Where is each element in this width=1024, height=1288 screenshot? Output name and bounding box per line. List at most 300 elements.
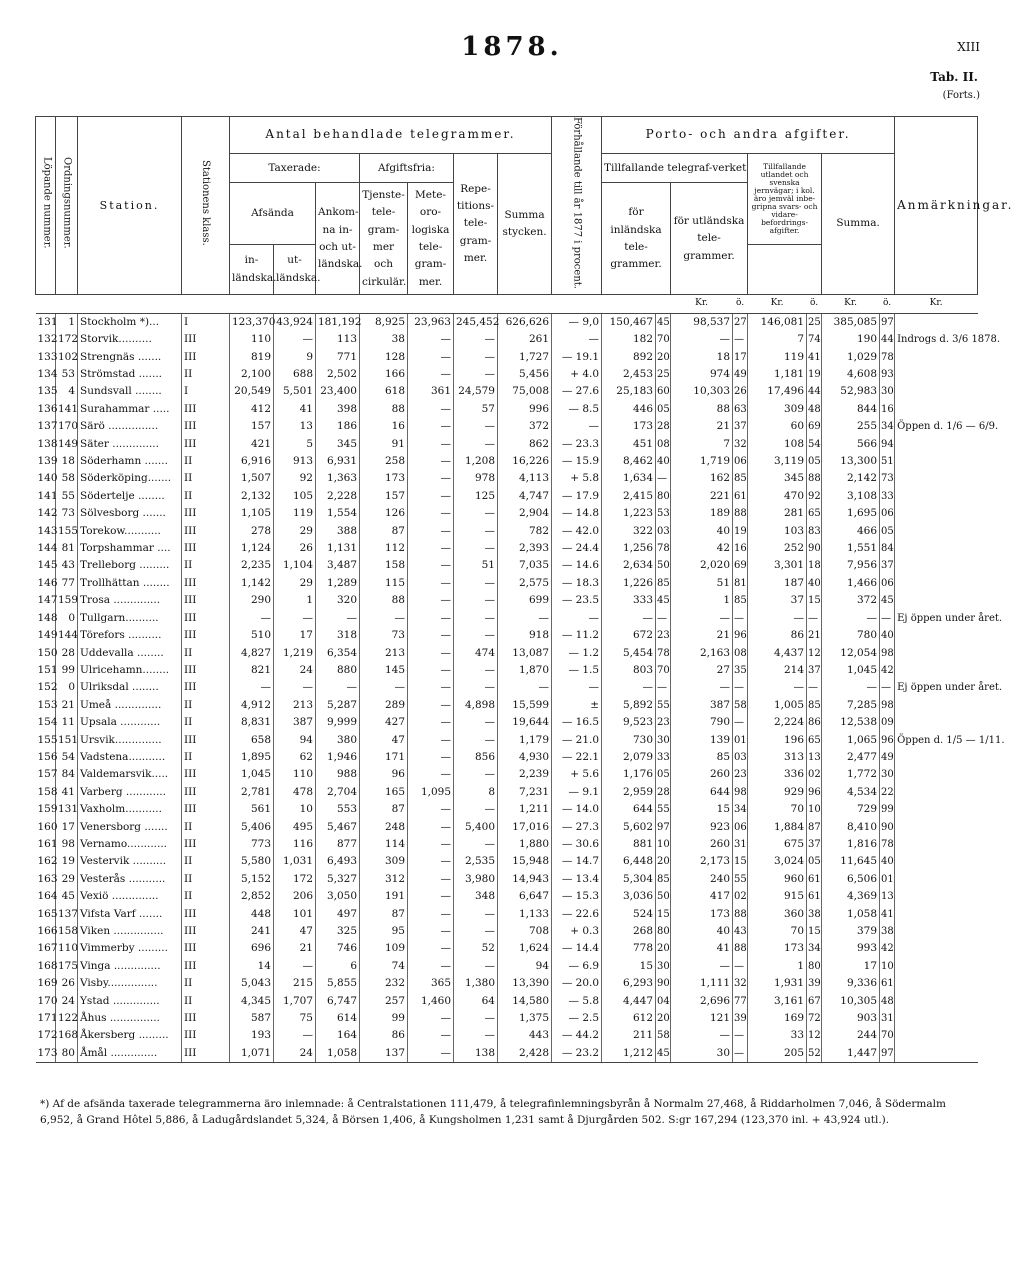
cell-utlO: 98 bbox=[733, 784, 748, 801]
cell-utlO: — bbox=[733, 1045, 748, 1063]
table-row bbox=[36, 819, 978, 836]
cell-ord: 21 bbox=[56, 697, 78, 714]
statistics-table bbox=[35, 116, 1014, 1063]
cell-sumO: 13 bbox=[880, 888, 895, 905]
cell-anm bbox=[895, 1027, 978, 1044]
header-summa: Summa. bbox=[822, 154, 895, 295]
cell-rep: — bbox=[454, 958, 498, 975]
cell-sumKr: 12,054 bbox=[822, 645, 880, 662]
cell-inlKr: 2,634 bbox=[602, 557, 656, 574]
cell-rep: 978 bbox=[454, 470, 498, 487]
cell-sumO: 40 bbox=[880, 853, 895, 870]
cell-utlKr: — bbox=[671, 331, 733, 348]
cell-sumKr: 385,085 bbox=[822, 313, 880, 331]
table-row bbox=[36, 853, 978, 870]
cell-sumKr: 4,369 bbox=[822, 888, 880, 905]
cell-tj: 86 bbox=[360, 1027, 408, 1044]
cell-met: — bbox=[408, 627, 454, 644]
cell-anm bbox=[895, 697, 978, 714]
cell-sumKr: 8,410 bbox=[822, 819, 880, 836]
cell-pct: — 24.4 bbox=[552, 540, 602, 557]
cell-tillO: 86 bbox=[807, 714, 822, 731]
cell-inlO: 85 bbox=[656, 871, 671, 888]
continued-label: (Forts.) bbox=[942, 90, 980, 101]
cell-anm bbox=[895, 662, 978, 679]
cell-lop: 152 bbox=[36, 679, 56, 696]
table-row bbox=[36, 349, 978, 366]
cell-sum: 372 bbox=[498, 418, 552, 435]
cell-ank: 5,327 bbox=[316, 871, 360, 888]
cell-klass: II bbox=[182, 888, 230, 905]
cell-pct: — 14.8 bbox=[552, 505, 602, 522]
cell-tillKr: — bbox=[748, 610, 807, 627]
cell-inl: 1,045 bbox=[230, 766, 274, 783]
cell-inlKr: 333 bbox=[602, 592, 656, 609]
cell-inl: 1,895 bbox=[230, 749, 274, 766]
cell-inlO: 05 bbox=[656, 766, 671, 783]
cell-anm bbox=[895, 453, 978, 470]
table-row bbox=[36, 610, 978, 627]
cell-lop: 156 bbox=[36, 749, 56, 766]
cell-tillO: 38 bbox=[807, 906, 822, 923]
cell-anm bbox=[895, 871, 978, 888]
cell-sumKr: 255 bbox=[822, 418, 880, 435]
cell-sumO: 30 bbox=[880, 383, 895, 400]
cell-anm bbox=[895, 557, 978, 574]
cell-sumKr: 2,142 bbox=[822, 470, 880, 487]
cell-utlKr: 10,303 bbox=[671, 383, 733, 400]
cell-ord: 18 bbox=[56, 453, 78, 470]
table-row bbox=[36, 592, 978, 609]
cell-ord: 102 bbox=[56, 349, 78, 366]
cell-ank: 23,400 bbox=[316, 383, 360, 400]
cell-klass: II bbox=[182, 366, 230, 383]
cell-utlKr: — bbox=[671, 958, 733, 975]
table-row bbox=[36, 418, 978, 435]
cell-rep: — bbox=[454, 627, 498, 644]
cell-sumKr: 372 bbox=[822, 592, 880, 609]
cell-ord: 0 bbox=[56, 679, 78, 696]
cell-inlO: 30 bbox=[656, 732, 671, 749]
cell-inl: 110 bbox=[230, 331, 274, 348]
table-row bbox=[36, 453, 978, 470]
cell-met: — bbox=[408, 940, 454, 957]
cell-ank: 988 bbox=[316, 766, 360, 783]
cell-utl: 478 bbox=[274, 784, 316, 801]
cell-station: Stockholm *)... bbox=[78, 313, 182, 331]
cell-sumKr: 190 bbox=[822, 331, 880, 348]
cell-inl: 5,406 bbox=[230, 819, 274, 836]
cell-tj: 114 bbox=[360, 836, 408, 853]
cell-inlKr: 881 bbox=[602, 836, 656, 853]
cell-sum: 2,575 bbox=[498, 575, 552, 592]
cell-klass: III bbox=[182, 540, 230, 557]
cell-met: — bbox=[408, 557, 454, 574]
cell-ank: — bbox=[316, 679, 360, 696]
cell-sumKr: 7,285 bbox=[822, 697, 880, 714]
cell-sum: 1,375 bbox=[498, 1010, 552, 1027]
cell-station: Torpshammar .... bbox=[78, 540, 182, 557]
cell-ank: 1,363 bbox=[316, 470, 360, 487]
cell-tillO: 37 bbox=[807, 836, 822, 853]
cell-pct: — 21.0 bbox=[552, 732, 602, 749]
cell-utl: — bbox=[274, 958, 316, 975]
table-row bbox=[36, 749, 978, 766]
cell-ord: 84 bbox=[56, 766, 78, 783]
cell-anm bbox=[895, 627, 978, 644]
cell-sum: 1,727 bbox=[498, 349, 552, 366]
cell-utlKr: 260 bbox=[671, 836, 733, 853]
unit-ore: ö. bbox=[807, 295, 822, 313]
cell-tillKr: 108 bbox=[748, 436, 807, 453]
cell-inlKr: 1,226 bbox=[602, 575, 656, 592]
cell-utl: 116 bbox=[274, 836, 316, 853]
cell-sum: — bbox=[498, 610, 552, 627]
cell-anm bbox=[895, 1045, 978, 1063]
cell-lop: 164 bbox=[36, 888, 56, 905]
cell-tillKr: 60 bbox=[748, 418, 807, 435]
cell-anm bbox=[895, 940, 978, 957]
cell-inlKr: 2,453 bbox=[602, 366, 656, 383]
cell-tj: 47 bbox=[360, 732, 408, 749]
cell-ord: 122 bbox=[56, 1010, 78, 1027]
cell-tillO: 02 bbox=[807, 766, 822, 783]
cell-tj: 213 bbox=[360, 645, 408, 662]
cell-rep: 348 bbox=[454, 888, 498, 905]
cell-met: — bbox=[408, 401, 454, 418]
cell-utlKr: 139 bbox=[671, 732, 733, 749]
cell-tillO: 05 bbox=[807, 453, 822, 470]
table-row bbox=[36, 627, 978, 644]
cell-inlKr: 446 bbox=[602, 401, 656, 418]
cell-utlKr: 1 bbox=[671, 592, 733, 609]
cell-tillKr: — bbox=[748, 679, 807, 696]
cell-tillKr: 214 bbox=[748, 662, 807, 679]
cell-station: Söderhamn ....... bbox=[78, 453, 182, 470]
cell-sumKr: 1,058 bbox=[822, 906, 880, 923]
cell-station: Törefors .......... bbox=[78, 627, 182, 644]
cell-tj: 16 bbox=[360, 418, 408, 435]
cell-met: — bbox=[408, 505, 454, 522]
cell-anm bbox=[895, 488, 978, 505]
cell-ord: 4 bbox=[56, 383, 78, 400]
cell-ank: 318 bbox=[316, 627, 360, 644]
cell-utlO: 32 bbox=[733, 975, 748, 992]
cell-utlO: 49 bbox=[733, 366, 748, 383]
cell-station: Viken ............... bbox=[78, 923, 182, 940]
cell-rep: — bbox=[454, 1010, 498, 1027]
cell-inlO: 30 bbox=[656, 958, 671, 975]
cell-pct: — 19.1 bbox=[552, 349, 602, 366]
cell-ank: 497 bbox=[316, 906, 360, 923]
cell-station: Venersborg ....... bbox=[78, 819, 182, 836]
cell-ord: 141 bbox=[56, 401, 78, 418]
cell-utlO: 19 bbox=[733, 523, 748, 540]
cell-utl: 110 bbox=[274, 766, 316, 783]
cell-tj: 109 bbox=[360, 940, 408, 957]
cell-anm: Öppen d. 1/5 — 1/11. bbox=[897, 734, 1005, 746]
cell-met: — bbox=[408, 575, 454, 592]
cell-lop: 157 bbox=[36, 766, 56, 783]
cell-pct: — 15.9 bbox=[552, 453, 602, 470]
unit-kr: Kr. bbox=[822, 295, 880, 313]
cell-inl: 421 bbox=[230, 436, 274, 453]
cell-utlO: 32 bbox=[733, 436, 748, 453]
cell-sum: 862 bbox=[498, 436, 552, 453]
cell-anm bbox=[895, 523, 978, 540]
cell-ank: 5,467 bbox=[316, 819, 360, 836]
cell-station: Tullgarn.......... bbox=[78, 610, 182, 627]
cell-tillO: 65 bbox=[807, 505, 822, 522]
unit-ore: ö. bbox=[880, 295, 895, 313]
cell-pct: — 1.5 bbox=[552, 662, 602, 679]
cell-utlKr: 790 bbox=[671, 714, 733, 731]
header-inlandska: in-ländska. bbox=[230, 245, 274, 295]
cell-sum: 1,880 bbox=[498, 836, 552, 853]
cell-tillO: 12 bbox=[807, 645, 822, 662]
cell-utlKr: 98,537 bbox=[671, 313, 733, 331]
cell-rep: — bbox=[454, 766, 498, 783]
cell-anm bbox=[895, 366, 978, 383]
cell-sumO: 96 bbox=[880, 732, 895, 749]
cell-ank: 1,289 bbox=[316, 575, 360, 592]
cell-utlO: — bbox=[733, 679, 748, 696]
cell-ank: 113 bbox=[316, 331, 360, 348]
table-row bbox=[36, 784, 978, 801]
cell-utl: 387 bbox=[274, 714, 316, 731]
cell-inl: 2,852 bbox=[230, 888, 274, 905]
cell-inl: 448 bbox=[230, 906, 274, 923]
cell-tj: 87 bbox=[360, 906, 408, 923]
cell-sumKr: 993 bbox=[822, 940, 880, 957]
cell-met: — bbox=[408, 645, 454, 662]
cell-inl: 8,831 bbox=[230, 714, 274, 731]
header-repetitions: Repe-titions-tele-gram-mer. bbox=[454, 154, 498, 295]
cell-sumKr: 903 bbox=[822, 1010, 880, 1027]
cell-pct: — 23.3 bbox=[552, 436, 602, 453]
cell-lop: 167 bbox=[36, 940, 56, 957]
cell-ank: 6,747 bbox=[316, 993, 360, 1010]
cell-rep: 52 bbox=[454, 940, 498, 957]
cell-sumO: 33 bbox=[880, 488, 895, 505]
cell-sumO: 78 bbox=[880, 836, 895, 853]
cell-tillO: 54 bbox=[807, 436, 822, 453]
cell-utl: — bbox=[274, 610, 316, 627]
unit-ore: ö. bbox=[733, 295, 748, 313]
cell-ank: 1,131 bbox=[316, 540, 360, 557]
cell-rep: — bbox=[454, 418, 498, 435]
cell-ord: 24 bbox=[56, 993, 78, 1010]
cell-sumKr: 1,065 bbox=[822, 732, 880, 749]
cell-anm bbox=[895, 801, 978, 818]
cell-sum: 94 bbox=[498, 958, 552, 975]
cell-utl: 24 bbox=[274, 662, 316, 679]
cell-tillKr: 915 bbox=[748, 888, 807, 905]
table-row bbox=[36, 505, 978, 522]
cell-inl: 1,105 bbox=[230, 505, 274, 522]
cell-pct: — 2.5 bbox=[552, 1010, 602, 1027]
cell-klass: II bbox=[182, 749, 230, 766]
cell-sum: 699 bbox=[498, 592, 552, 609]
cell-klass: II bbox=[182, 453, 230, 470]
cell-pct: + 5.6 bbox=[552, 766, 602, 783]
cell-inlO: 97 bbox=[656, 819, 671, 836]
unit-kr: Kr. bbox=[895, 295, 978, 313]
cell-inl: 2,235 bbox=[230, 557, 274, 574]
cell-pct: — 9.1 bbox=[552, 784, 602, 801]
cell-met: — bbox=[408, 766, 454, 783]
cell-tj: 158 bbox=[360, 557, 408, 574]
cell-utl: 10 bbox=[274, 801, 316, 818]
cell-inlKr: 672 bbox=[602, 627, 656, 644]
cell-inl: 510 bbox=[230, 627, 274, 644]
table-row bbox=[36, 714, 978, 731]
cell-pct: + 4.0 bbox=[552, 366, 602, 383]
cell-tillKr: 1 bbox=[748, 958, 807, 975]
cell-klass: II bbox=[182, 819, 230, 836]
cell-inlKr: 892 bbox=[602, 349, 656, 366]
cell-tillKr: 37 bbox=[748, 592, 807, 609]
cell-utlKr: 40 bbox=[671, 923, 733, 940]
cell-klass: III bbox=[182, 592, 230, 609]
cell-tillO: 18 bbox=[807, 557, 822, 574]
cell-sum: 261 bbox=[498, 331, 552, 348]
cell-met: — bbox=[408, 697, 454, 714]
cell-tillO: 61 bbox=[807, 871, 822, 888]
cell-sumO: 51 bbox=[880, 453, 895, 470]
header-station: Station. bbox=[78, 117, 182, 295]
cell-sumKr: 17 bbox=[822, 958, 880, 975]
cell-utlKr: 51 bbox=[671, 575, 733, 592]
cell-sumO: 84 bbox=[880, 540, 895, 557]
cell-pct: + 5.8 bbox=[552, 470, 602, 487]
cell-ank: 2,502 bbox=[316, 366, 360, 383]
cell-inlO: 53 bbox=[656, 505, 671, 522]
cell-klass: III bbox=[182, 766, 230, 783]
cell-station: Vaxholm........... bbox=[78, 801, 182, 818]
cell-pct: — bbox=[552, 610, 602, 627]
cell-inl: 241 bbox=[230, 923, 274, 940]
cell-rep: 856 bbox=[454, 749, 498, 766]
cell-inlO: 20 bbox=[656, 940, 671, 957]
table-row bbox=[36, 679, 978, 696]
cell-lop: 168 bbox=[36, 958, 56, 975]
cell-met: — bbox=[408, 714, 454, 731]
header-for-inlandska: för inländska tele-grammer. bbox=[602, 183, 671, 295]
table-row bbox=[36, 401, 978, 418]
cell-sumKr: 11,645 bbox=[822, 853, 880, 870]
cell-station: Ystad .............. bbox=[78, 993, 182, 1010]
cell-pct: — 23.2 bbox=[552, 1045, 602, 1063]
cell-klass: II bbox=[182, 714, 230, 731]
cell-inlO: 55 bbox=[656, 697, 671, 714]
cell-tillO: 25 bbox=[807, 313, 822, 331]
cell-station: Surahammar ..... bbox=[78, 401, 182, 418]
cell-rep: — bbox=[454, 436, 498, 453]
cell-tillKr: 3,301 bbox=[748, 557, 807, 574]
cell-sum: 1,133 bbox=[498, 906, 552, 923]
cell-sumO: 42 bbox=[880, 940, 895, 957]
cell-inlO: 45 bbox=[656, 592, 671, 609]
cell-sumKr: 2,477 bbox=[822, 749, 880, 766]
cell-utlKr: 162 bbox=[671, 470, 733, 487]
cell-ank: 320 bbox=[316, 592, 360, 609]
cell-tj: 232 bbox=[360, 975, 408, 992]
cell-lop: 165 bbox=[36, 906, 56, 923]
cell-sumO: 90 bbox=[880, 819, 895, 836]
cell-tj: 96 bbox=[360, 766, 408, 783]
cell-rep: — bbox=[454, 366, 498, 383]
cell-tj: 312 bbox=[360, 871, 408, 888]
cell-sum: 15,599 bbox=[498, 697, 552, 714]
cell-sumKr: 3,108 bbox=[822, 488, 880, 505]
cell-utlO: 06 bbox=[733, 453, 748, 470]
cell-tillO: 74 bbox=[807, 331, 822, 348]
cell-sum: 17,016 bbox=[498, 819, 552, 836]
cell-utl: 913 bbox=[274, 453, 316, 470]
cell-station: Storvik.......... bbox=[78, 331, 182, 348]
cell-inlO: 70 bbox=[656, 662, 671, 679]
cell-tj: 128 bbox=[360, 349, 408, 366]
cell-tillO: 72 bbox=[807, 1010, 822, 1027]
cell-sumKr: 1,772 bbox=[822, 766, 880, 783]
cell-utlKr: 21 bbox=[671, 627, 733, 644]
cell-klass: III bbox=[182, 331, 230, 348]
cell-utl: 94 bbox=[274, 732, 316, 749]
table-row bbox=[36, 662, 978, 679]
cell-sumO: 73 bbox=[880, 470, 895, 487]
cell-lop: 172 bbox=[36, 1027, 56, 1044]
cell-met: — bbox=[408, 610, 454, 627]
cell-rep: 2,535 bbox=[454, 853, 498, 870]
cell-met: — bbox=[408, 871, 454, 888]
cell-tillO: 48 bbox=[807, 401, 822, 418]
cell-pct: — 1.2 bbox=[552, 645, 602, 662]
cell-sumKr: 1,551 bbox=[822, 540, 880, 557]
cell-inlO: 08 bbox=[656, 436, 671, 453]
cell-tj: 145 bbox=[360, 662, 408, 679]
cell-station: Ulriksdal ........ bbox=[78, 679, 182, 696]
cell-utlO: 55 bbox=[733, 871, 748, 888]
cell-utlO: — bbox=[733, 610, 748, 627]
cell-ank: 325 bbox=[316, 923, 360, 940]
cell-tj: 165 bbox=[360, 784, 408, 801]
cell-sumO: 48 bbox=[880, 993, 895, 1010]
cell-inlKr: 1,256 bbox=[602, 540, 656, 557]
cell-tillO: 92 bbox=[807, 488, 822, 505]
table-row bbox=[36, 331, 978, 348]
table-row bbox=[36, 383, 978, 400]
cell-utlKr: — bbox=[671, 610, 733, 627]
cell-sum: 13,087 bbox=[498, 645, 552, 662]
cell-utlKr: 2,020 bbox=[671, 557, 733, 574]
cell-anm bbox=[895, 993, 978, 1010]
cell-inlKr: 182 bbox=[602, 331, 656, 348]
cell-inlO: 04 bbox=[656, 993, 671, 1010]
cell-inl: 587 bbox=[230, 1010, 274, 1027]
cell-utl: 1,104 bbox=[274, 557, 316, 574]
cell-rep: 64 bbox=[454, 993, 498, 1010]
cell-ank: 553 bbox=[316, 801, 360, 818]
cell-sum: 4,113 bbox=[498, 470, 552, 487]
cell-tillO: 19 bbox=[807, 366, 822, 383]
cell-utlKr: 27 bbox=[671, 662, 733, 679]
cell-ank: 164 bbox=[316, 1027, 360, 1044]
cell-anm bbox=[895, 349, 978, 366]
cell-tillKr: 119 bbox=[748, 349, 807, 366]
cell-tj: 248 bbox=[360, 819, 408, 836]
cell-met: — bbox=[408, 749, 454, 766]
